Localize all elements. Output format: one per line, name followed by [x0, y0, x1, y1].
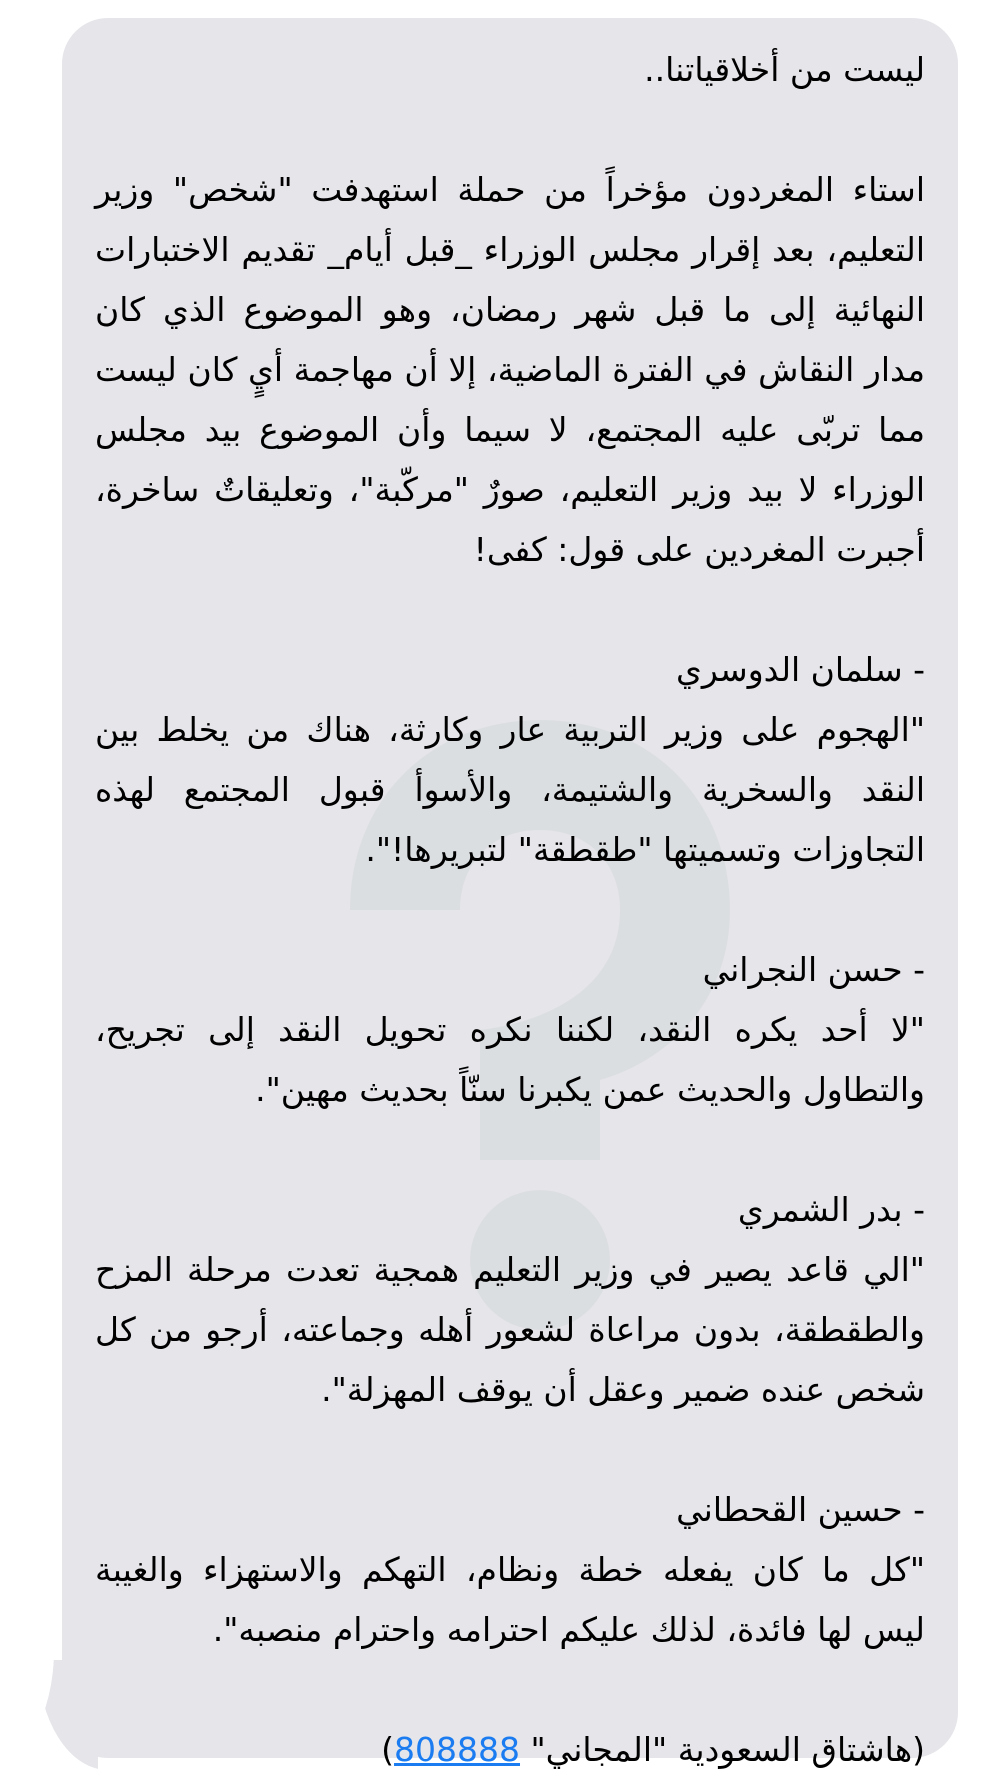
quote-author: - حسين القحطاني [676, 1490, 925, 1529]
quote-author: - بدر الشمري [737, 1190, 925, 1229]
quote-block [95, 1480, 925, 1660]
quote-author: - حسن النجراني [702, 950, 925, 989]
quote-text: "لا أحد يكره النقد، لكننا نكره تحويل النقد إلى تجريح، والتطاول والحديث عمن يكبرنا سنّاً بحديث مهين". [95, 1010, 925, 1109]
message-footer [95, 1720, 925, 1775]
quote-block [95, 940, 925, 1120]
quote-text: "الهجوم على وزير التربية عار وكارثة، هناك من يخلط بين النقد والسخرية والشتيمة، والأسوأ قبول المجتمع لهذه التجاوزات وتسميتها "طقطقة" لتبريرها!". [95, 710, 925, 869]
message-intro: استاء المغردون مؤخراً من حملة استهدفت "شخص" وزير التعليم، بعد إقرار مجلس الوزراء _قبل أيام_ تقديم الاختبارات النهائية إلى ما قبل شهر رمضان، وهو الموضوع الذي كان مدار النقاش في الفترة الماضية، إلا أن مهاجمة أيٍ كان ليست مما تربّى عليه المجتمع، لا سيما وأن الموضوع بيد مجلس الوزراء لا بيد وزير التعليم، صورٌ "مركّبة"، وتعليقاتٌ ساخرة، أجبرت المغردين على قول: كفى! [95, 170, 925, 569]
quote-block [95, 640, 925, 880]
quote-text: "الي قاعد يصير في وزير التعليم همجية تعدت مرحلة المزح والطقطقة، بدون مراعاة لشعور أهله وجماعته، أرجو من كل شخص عنده ضمير وعقل أن يوقف المهزلة". [95, 1250, 925, 1409]
message-title: ليست من أخلاقياتنا.. [644, 50, 925, 89]
message-text [95, 40, 925, 1775]
footer-prefix: (هاشتاق السعودية "المجاني" [520, 1730, 925, 1769]
quote-text: "كل ما كان يفعله خطة ونظام، التهكم والاستهزاء والغيبة ليس لها فائدة، لذلك عليكم احترامه واحترام منصبه". [95, 1550, 925, 1649]
quote-block [95, 1180, 925, 1420]
phone-number-link[interactable]: 808888 [394, 1730, 521, 1769]
footer-suffix: ) [381, 1730, 395, 1769]
quote-author: - سلمان الدوسري [676, 650, 925, 689]
